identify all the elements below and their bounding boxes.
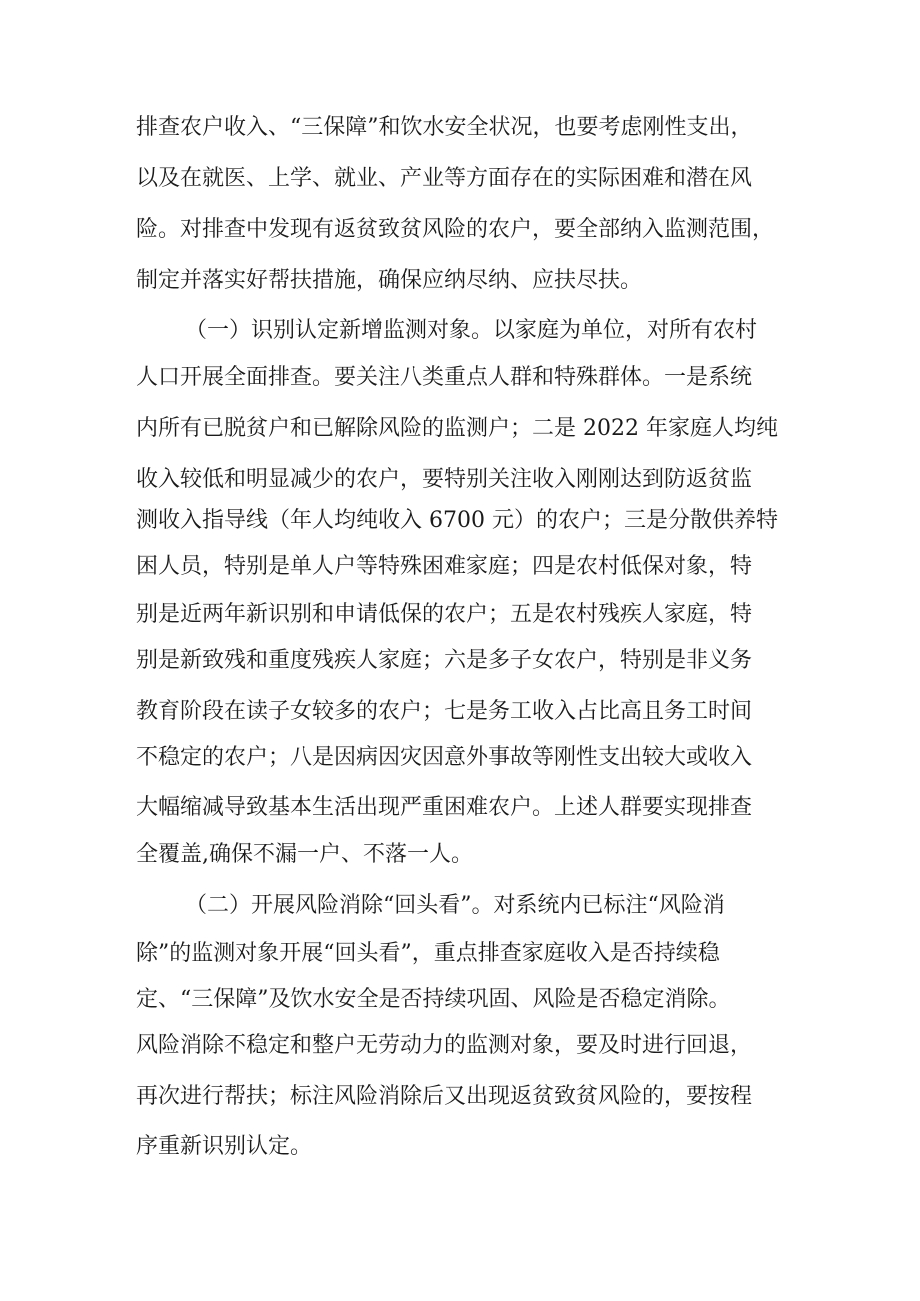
text-line: 测收入指导线（年人均纯收入 6700 元）的农户；三是分散供养特: [136, 508, 778, 533]
text-line: 序重新识别认定。: [136, 1134, 313, 1159]
text-line: 除”的监测对象开展“回头看”，重点排查家庭收入是否持续稳: [136, 941, 720, 966]
text-line: 内所有已脱贫户和已解除风险的监测户；二是 2022 年家庭人均纯: [136, 416, 778, 441]
text-line: 收入较低和明显减少的农户，要特别关注收入刚刚达到防返贫监: [136, 467, 753, 492]
text-line: 人口开展全面排查。要关注八类重点人群和特殊群体。一是系统: [136, 365, 753, 390]
paragraph-heading-line: （一）识别认定新增监测对象。以家庭为单位，对所有农村: [185, 318, 758, 343]
text-line: 定、“三保障”及饮水安全是否持续巩固、风险是否稳定消除。: [136, 987, 731, 1012]
text-line: 大幅缩减导致基本生活出现严重困难农户。上述人群要实现排查: [136, 795, 753, 820]
text-line: 风险消除不稳定和整户无劳动力的监测对象，要及时进行回退，: [136, 1033, 753, 1058]
text-line: 困人员，特别是单人户等特殊困难家庭；四是农村低保对象，特: [136, 554, 753, 579]
text-line: 制定并落实好帮扶措施，确保应纳尽纳、应扶尽扶。: [136, 268, 643, 293]
text-line: 不稳定的农户；八是因病因灾因意外事故等刚性支出较大或收入: [136, 745, 753, 770]
text-line: 教育阶段在读子女较多的农户；七是务工收入占比高且务工时间: [136, 699, 753, 724]
text-line: 别是近两年新识别和申请低保的农户；五是农村残疾人家庭，特: [136, 602, 753, 627]
text-line: 以及在就医、上学、就业、产业等方面存在的实际困难和潜在风: [136, 166, 753, 191]
text-line: 排查农户收入、“三保障”和饮水安全状况，也要考虑刚性支出，: [136, 115, 753, 140]
text-line: 再次进行帮扶；标注风险消除后又出现返贫致贫风险的，要按程: [136, 1084, 753, 1109]
text-line: 全覆盖,确保不漏一户、不落一人。: [136, 842, 473, 867]
text-line: 险。对排查中发现有返贫致贫风险的农户，要全部纳入监测范围，: [136, 217, 775, 242]
paragraph-heading-line: （二）开展风险消除“回头看”。对系统内已标注“风险消: [185, 893, 725, 918]
text-line: 别是新致残和重度残疾人家庭；六是多子女农户，特别是非义务: [136, 648, 753, 673]
